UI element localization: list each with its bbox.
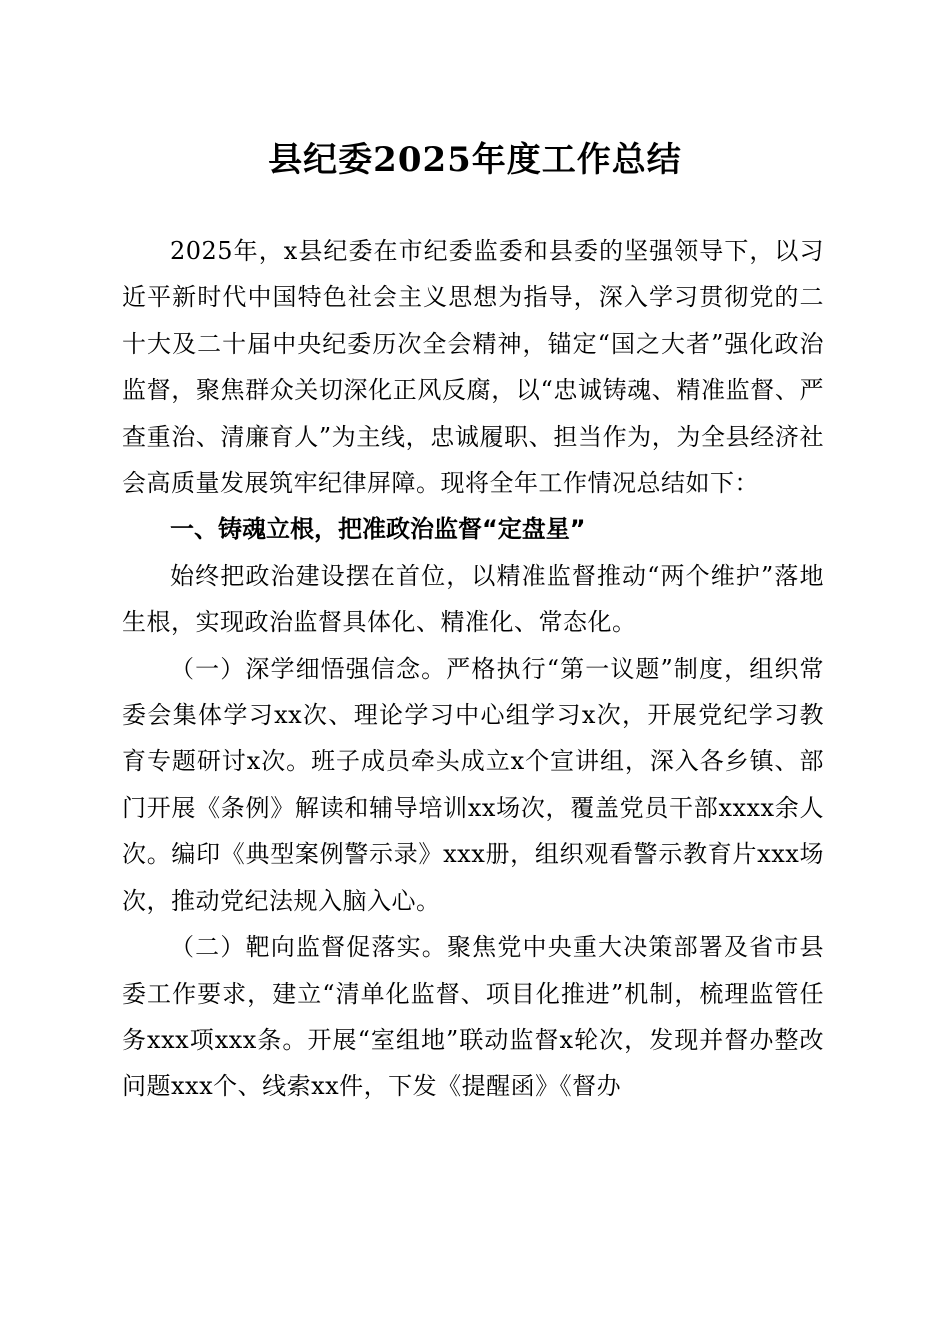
subsection-paragraph-2: （二）靶向监督促落实。聚焦党中央重大决策部署及省市县委工作要求，建立“清单化监督、项目化推进”机制，梳理监管任务xxx项xxx条。开展“室组地”联动监督x轮次，发现并督办整改问题xxx个、线索xx件，下发《提醒函》《督办 [122, 933, 824, 1101]
document-body [122, 228, 824, 1110]
section-heading: 一、铸魂立根，把准政治监督“定盘星” [170, 515, 586, 544]
intro-paragraph: 2025年，x县纪委在市纪委监委和县委的坚强领导下，以习近平新时代中国特色社会主义思想为指导，深入学习贯彻党的二十大及二十届中央纪委历次全会精神，锚定“国之大者”强化政治监督，聚焦群众关切深化正风反腐，以“忠诚铸魂、精准监督、严查重治、清廉育人”为主线，忠诚履职、担当作为，为全县经济社会高质量发展筑牢纪律屏障。现将全年工作情况总结如下： [122, 237, 824, 498]
subsection-paragraph-1: （一）深学细悟强信念。严格执行“第一议题”制度，组织常委会集体学习xx次、理论学习中心组学习x次，开展党纪学习教育专题研讨x次。班子成员牵头成立x个宣讲组，深入各乡镇、部门开展《条例》解读和辅导培训xx场次，覆盖党员干部xxxx余人次。编印《典型案例警示录》xxx册，组织观看警示教育片xxx场次，推动党纪法规入脑入心。 [122, 654, 824, 915]
document-title: 县纪委2025年度工作总结 [268, 140, 682, 180]
section-lead-paragraph: 始终把政治建设摆在首位，以精准监督推动“两个维护”落地生根，实现政治监督具体化、精准化、常态化。 [122, 561, 824, 637]
